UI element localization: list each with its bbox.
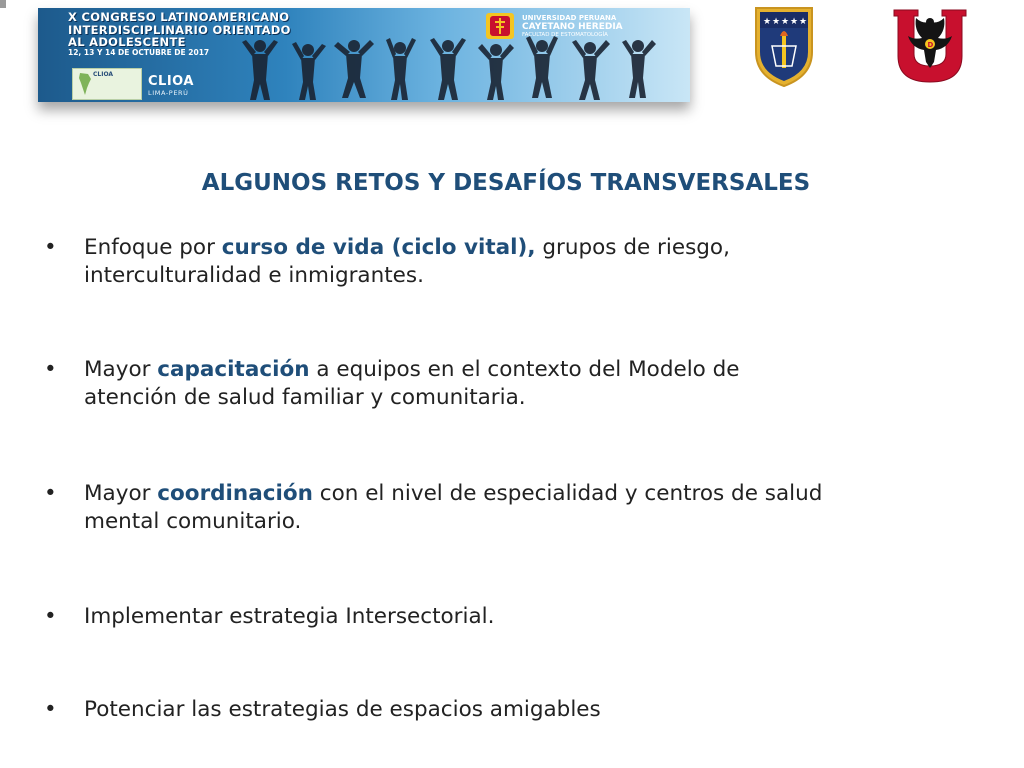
corner-mark	[0, 0, 6, 8]
bullet-text	[84, 356, 984, 412]
banner-title-line-3: AL ADOLESCENTE	[68, 35, 186, 49]
svg-text:★: ★	[790, 17, 799, 27]
bullet-highlight: coordinación	[157, 481, 313, 506]
university-line-3: FACULTAD DE ESTOMATOLOGÍA	[522, 32, 608, 38]
bullet-text-pre: Enfoque por	[84, 235, 222, 260]
jumping-people-silhouettes	[238, 32, 678, 102]
banner-title-line-1: X CONGRESO LATINOAMERICANO	[68, 10, 290, 24]
banner-dates: 12, 13 Y 14 DE OCTUBRE DE 2017	[68, 48, 210, 57]
org-location: LIMA-PERÚ	[148, 89, 189, 97]
university-crest-icon	[486, 13, 514, 39]
bullet-text: Potenciar las estrategias de espacios amigables	[84, 697, 601, 722]
map-logo-label: CLIOA	[93, 71, 114, 78]
bullet-text-post: con el nivel de especialidad y centros de salud	[312, 481, 823, 506]
university-line-2: CAYETANO HEREDIA	[522, 22, 623, 32]
bullet-dot: •	[44, 357, 57, 382]
university-badge	[486, 13, 678, 39]
svg-text:★: ★	[799, 17, 808, 27]
svg-text:★: ★	[772, 17, 781, 27]
svg-text:★: ★	[781, 17, 790, 27]
bullet-highlight: capacitación	[157, 357, 310, 382]
bullet-dot: •	[44, 481, 57, 506]
conference-banner	[38, 8, 690, 102]
map-icon	[77, 72, 93, 96]
latin-america-map-logo	[72, 68, 142, 100]
bullet-text-line-2: mental comunitario.	[84, 509, 302, 534]
bullet-text-post: grupos de riesgo,	[535, 235, 730, 260]
university-line-1: UNIVERSIDAD PERUANA	[522, 14, 617, 22]
bullet-dot: •	[44, 697, 57, 722]
bullet-text-pre: Mayor	[84, 357, 158, 382]
university-u-eagle-logo	[892, 8, 968, 84]
bullet-text-line-2: interculturalidad e inmigrantes.	[84, 263, 424, 288]
banner-title-line-2: INTERDISCIPLINARIO ORIENTADO	[68, 22, 291, 37]
bullet-dot: •	[44, 604, 57, 629]
bullet-dot: •	[44, 235, 57, 260]
org-name: CLIOA	[148, 74, 194, 89]
slide-title: ALGUNOS RETOS Y DESAFÍOS TRANSVERSALES	[201, 170, 811, 196]
bullet-text-pre: Mayor	[84, 481, 158, 506]
bullet-text-post: a equipos en el contexto del Modelo de	[309, 357, 740, 382]
bullet-text: Implementar estrategia Intersectorial.	[84, 604, 495, 629]
udec-shield-logo	[752, 6, 816, 88]
bullet-highlight: curso de vida (ciclo vital),	[221, 235, 536, 260]
university-name	[522, 14, 623, 39]
bullet-text	[84, 234, 984, 290]
svg-text:D: D	[927, 41, 934, 49]
svg-text:★: ★	[763, 17, 772, 27]
bullet-text	[84, 480, 984, 536]
bullet-text-line-2: atención de salud familiar y comunitaria.	[84, 385, 526, 410]
